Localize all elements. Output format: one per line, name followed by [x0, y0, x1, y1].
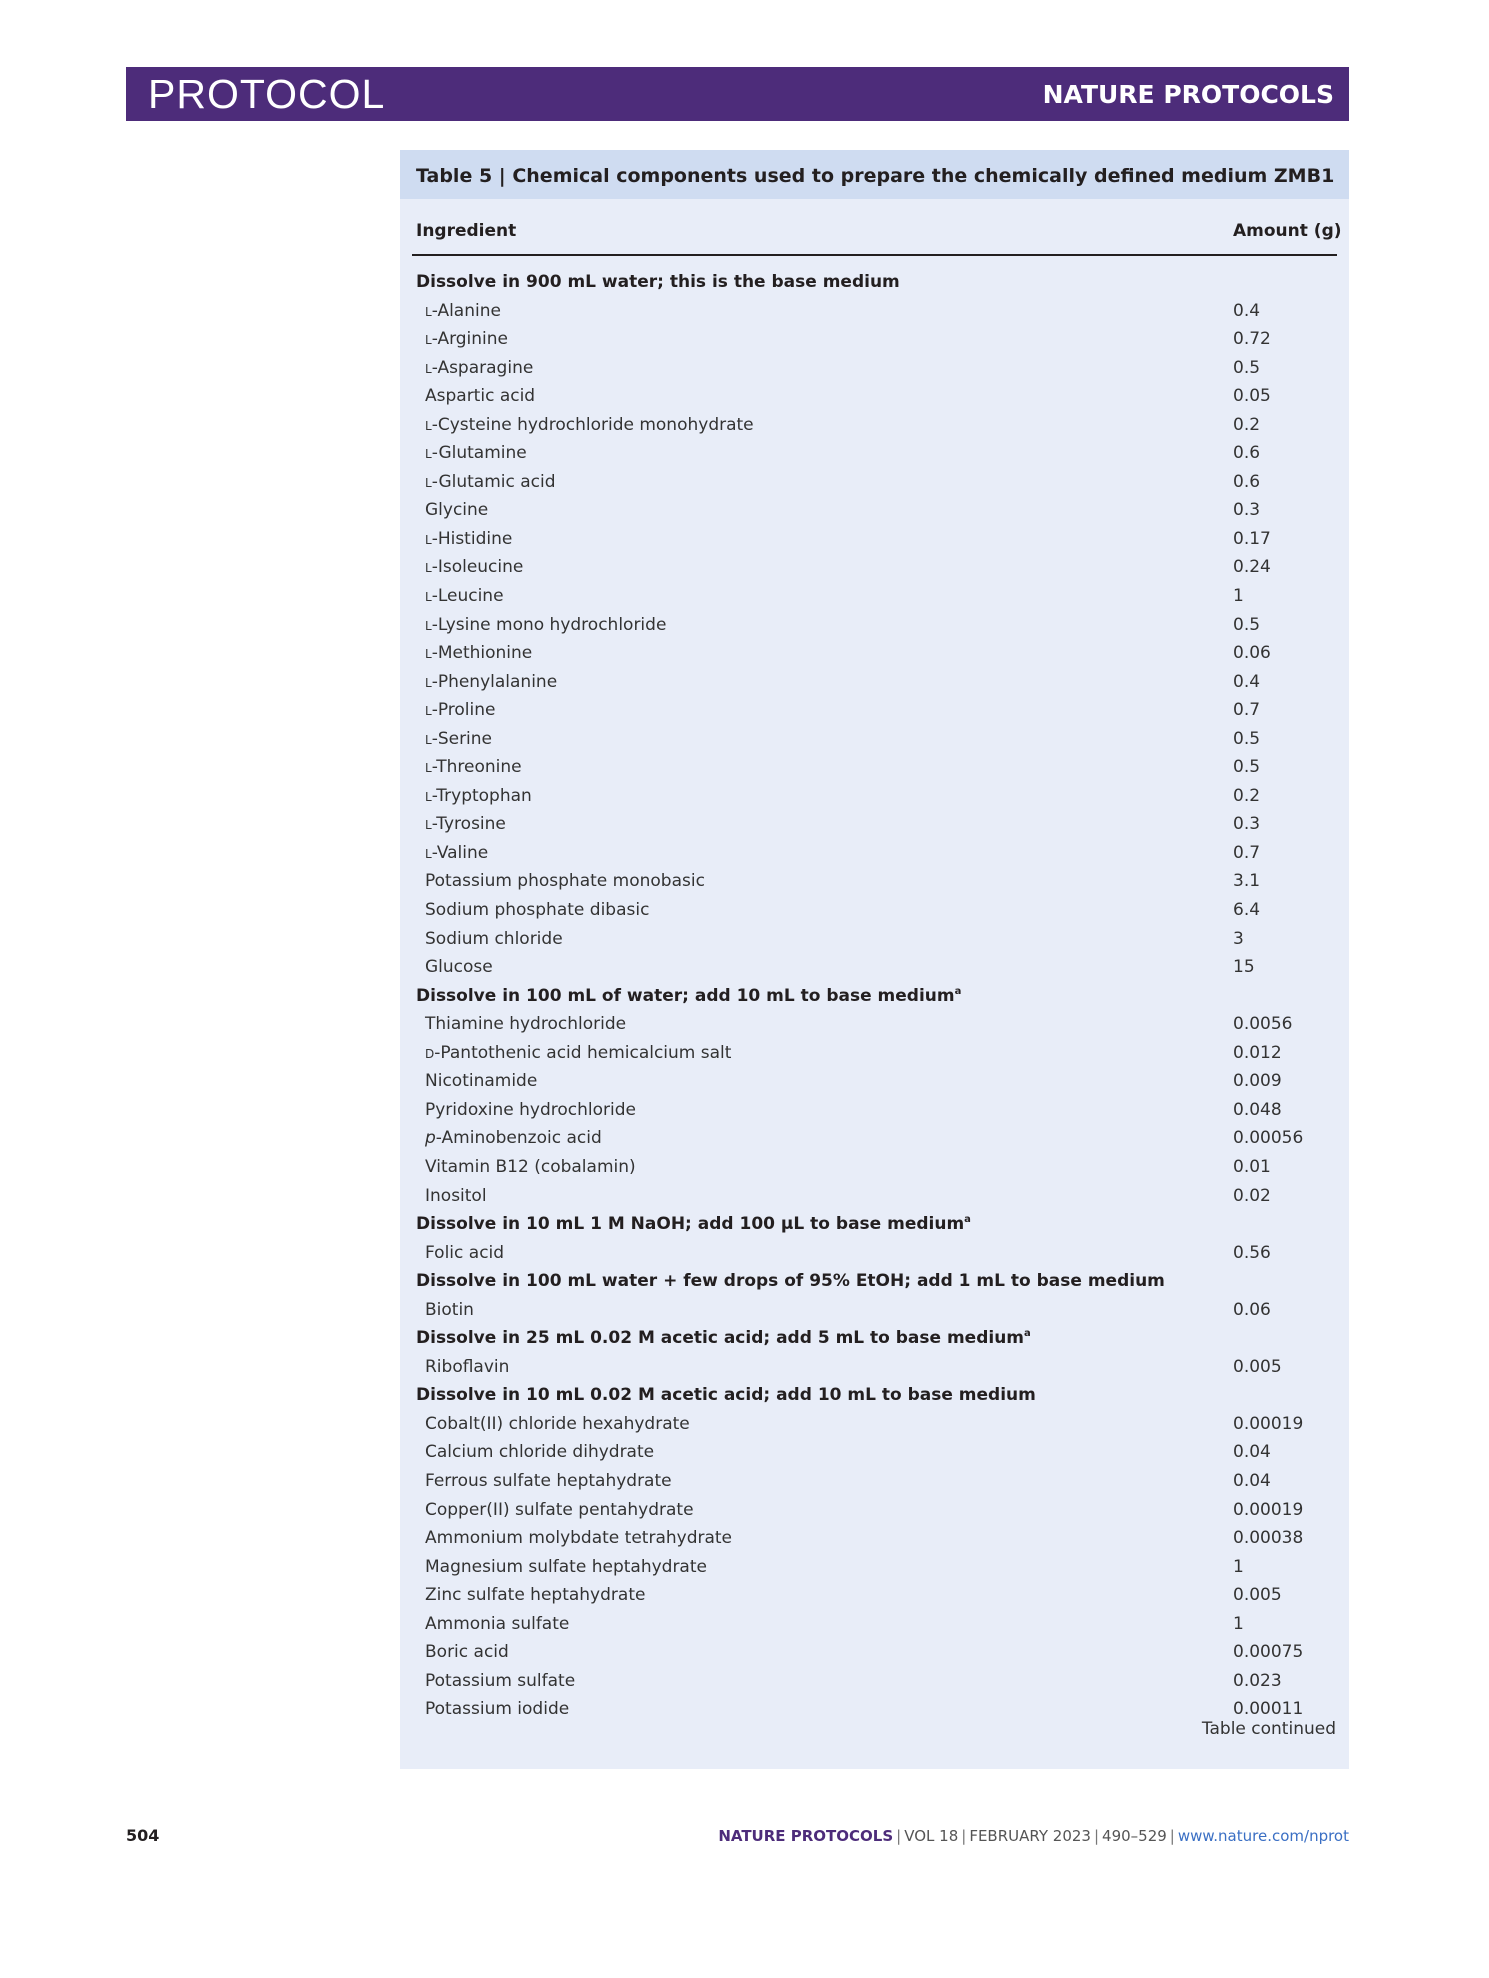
- amount-value: 0.56: [1233, 1242, 1271, 1263]
- amount-value: 0.009: [1233, 1071, 1282, 1092]
- amount-value: 0.2: [1233, 785, 1261, 806]
- amount-value: 0.7: [1233, 842, 1261, 863]
- stereo-prefix: L: [425, 475, 432, 490]
- amount-value: 0.005: [1233, 1585, 1282, 1606]
- name-text: Copper(II) sulfate pentahydrate: [425, 1499, 694, 1520]
- amount-value: 1: [1233, 586, 1244, 607]
- ingredient-name: [425, 1067, 537, 1096]
- name-text: Dissolve in 10 mL 0.02 M acetic acid; add 10 mL to base medium: [416, 1385, 1036, 1406]
- ingredient-name: [425, 382, 535, 411]
- amount-value: 0.005: [1233, 1356, 1282, 1377]
- table-row: [400, 1067, 1349, 1096]
- stereo-prefix: L: [425, 789, 432, 804]
- name-text: Folic acid: [425, 1242, 505, 1263]
- table-row: [400, 1553, 1349, 1582]
- name-text: Dissolve in 100 mL of water; add 10 mL to base medium: [416, 985, 955, 1006]
- amount-value: 0.5: [1233, 728, 1261, 749]
- amount-value: 0.4: [1233, 671, 1261, 692]
- name-text: -Pantothenic acid hemicalcium salt: [434, 1042, 732, 1063]
- page-number: 504: [126, 1826, 160, 1845]
- stereo-prefix: L: [425, 846, 432, 861]
- ingredient-name: [425, 1039, 731, 1069]
- table-row: [400, 1353, 1349, 1382]
- ingredient-name: [425, 1182, 487, 1211]
- ingredient-name: [425, 611, 666, 641]
- amount-value: 0.6: [1233, 471, 1261, 492]
- amount-value: 0.06: [1233, 643, 1271, 664]
- name-text: -Tryptophan: [431, 785, 532, 806]
- name-text: Ferrous sulfate heptahydrate: [425, 1470, 672, 1491]
- ingredient-name: [425, 810, 506, 840]
- stereo-prefix: L: [425, 761, 432, 776]
- table-panel: [400, 150, 1349, 1769]
- name-text: Aspartic acid: [425, 386, 536, 407]
- amount-value: 0.00019: [1233, 1413, 1304, 1434]
- amount-value: 0.012: [1233, 1042, 1282, 1063]
- name-text: Cobalt(II) chloride hexahydrate: [425, 1413, 690, 1434]
- table-row: [400, 925, 1349, 954]
- table-row: [400, 325, 1349, 354]
- amount-value: 0.3: [1233, 814, 1261, 835]
- column-header-ingredient: Ingredient: [416, 221, 517, 241]
- journal-label: NATURE PROTOCOLS: [1042, 80, 1334, 109]
- name-text: Sodium phosphate dibasic: [425, 900, 650, 921]
- table-row: [400, 382, 1349, 411]
- ingredient-name: [425, 925, 563, 954]
- name-text: Dissolve in 10 mL 1 M NaOH; add 100 µL to base medium: [416, 1214, 965, 1235]
- name-text: -Asparagine: [431, 357, 534, 378]
- ingredient-name: [425, 782, 532, 812]
- name-text: -Histidine: [431, 528, 513, 549]
- ingredient-name: [425, 1695, 569, 1724]
- stereo-prefix: L: [425, 304, 432, 319]
- ingredient-name: [425, 468, 556, 498]
- ingredient-name: [425, 411, 754, 441]
- name-text: Potassium phosphate monobasic: [425, 871, 705, 892]
- amount-value: 0.6: [1233, 443, 1261, 464]
- table-row: [400, 1610, 1349, 1639]
- amount-value: 0.17: [1233, 528, 1271, 549]
- amount-value: 15: [1233, 957, 1255, 978]
- ingredient-name: [425, 1467, 672, 1496]
- table-row: [400, 611, 1349, 640]
- ingredient-name: [425, 1581, 645, 1610]
- footer-journal: NATURE PROTOCOLS: [718, 1827, 894, 1845]
- section-heading: [416, 982, 961, 1011]
- name-text: Glucose: [425, 957, 493, 978]
- table-row: [400, 896, 1349, 925]
- section-heading: [416, 1267, 1165, 1296]
- ingredient-name: [425, 325, 508, 355]
- table-row: [400, 782, 1349, 811]
- footnote-marker: a: [954, 985, 962, 997]
- amount-value: 0.00019: [1233, 1499, 1304, 1520]
- table-row: [400, 468, 1349, 497]
- table-row: [400, 839, 1349, 868]
- table-row: [400, 553, 1349, 582]
- amount-value: 0.3: [1233, 500, 1261, 521]
- name-text: -Alanine: [431, 300, 501, 321]
- stereo-prefix: L: [425, 647, 432, 662]
- amount-value: 0.05: [1233, 386, 1271, 407]
- amount-value: 0.7: [1233, 700, 1261, 721]
- name-text: -Cysteine hydrochloride monohydrate: [431, 414, 754, 435]
- ingredient-name: [425, 1667, 575, 1696]
- amount-value: 0.02: [1233, 1185, 1271, 1206]
- ingredient-name: [425, 1239, 504, 1268]
- table-row: [400, 1096, 1349, 1125]
- section-row: [400, 1324, 1349, 1353]
- running-header: [126, 67, 1349, 121]
- table-row: [400, 725, 1349, 754]
- name-text: -Leucine: [431, 586, 504, 607]
- name-text: -Isoleucine: [431, 557, 524, 578]
- table-row: [400, 411, 1349, 440]
- ingredient-name: [425, 1153, 636, 1182]
- stereo-prefix: L: [425, 361, 432, 376]
- amount-value: 0.00056: [1233, 1128, 1304, 1149]
- section-heading: [416, 1381, 1036, 1410]
- table-row: [400, 953, 1349, 982]
- name-text: -Valine: [431, 842, 489, 863]
- table-row: [400, 1467, 1349, 1496]
- table-title: Table 5 | Chemical components used to prepare the chemically defined medium ZMB1: [416, 165, 1335, 187]
- ingredient-name: [425, 725, 492, 755]
- name-text: Pyridoxine hydrochloride: [425, 1099, 636, 1120]
- stereo-prefix: L: [425, 447, 432, 462]
- footnote-marker: a: [1024, 1328, 1031, 1340]
- name-text: Dissolve in 900 mL water; this is the base medium: [416, 272, 900, 292]
- table-row: [400, 867, 1349, 896]
- amount-value: 0.0056: [1233, 1014, 1293, 1035]
- amount-value: 0.00011: [1233, 1699, 1304, 1720]
- footer-date: FEBRUARY 2023: [969, 1827, 1091, 1845]
- amount-value: 6.4: [1233, 900, 1261, 921]
- name-text: Magnesium sulfate heptahydrate: [425, 1556, 707, 1577]
- table-row: [400, 1124, 1349, 1153]
- ingredient-name: [425, 354, 533, 384]
- section-row: [400, 1381, 1349, 1410]
- name-text: Dissolve in 100 mL water + few drops of 95% EtOH; add 1 mL to base medium: [416, 1271, 1165, 1292]
- section-heading: [416, 268, 900, 297]
- amount-value: 0.01: [1233, 1156, 1271, 1177]
- section-row: [400, 268, 1349, 297]
- amount-value: 0.4: [1233, 300, 1261, 321]
- footnote-marker: a: [964, 1214, 971, 1226]
- table-row: [400, 1667, 1349, 1696]
- footer-url[interactable]: www.nature.com/nprot: [1177, 1827, 1349, 1845]
- amount-value: 1: [1233, 1613, 1244, 1634]
- name-text: Potassium iodide: [425, 1699, 570, 1720]
- ingredient-name: [425, 896, 649, 925]
- stereo-prefix: L: [425, 618, 432, 633]
- table-row: [400, 1182, 1349, 1211]
- name-text: -Glutamine: [431, 443, 527, 464]
- table-row: [400, 696, 1349, 725]
- amount-value: 3.1: [1233, 871, 1261, 892]
- name-text: -Tyrosine: [431, 814, 506, 835]
- footer-pages: 490–529: [1102, 1827, 1167, 1845]
- table-row: [400, 753, 1349, 782]
- stereo-prefix: L: [425, 561, 432, 576]
- footer-volume: VOL 18: [904, 1827, 959, 1845]
- table-row: [400, 1638, 1349, 1667]
- table-row: [400, 1153, 1349, 1182]
- table-body: [400, 268, 1349, 1724]
- amount-value: 0.24: [1233, 557, 1271, 578]
- ingredient-name: [425, 1096, 636, 1125]
- table-row: [400, 1239, 1349, 1268]
- table-row: [400, 1438, 1349, 1467]
- table-continued-note: Table continued: [1201, 1719, 1336, 1739]
- table-row: [400, 1010, 1349, 1039]
- name-text: -Arginine: [431, 329, 509, 350]
- amount-value: 0.023: [1233, 1670, 1282, 1691]
- amount-value: 0.5: [1233, 614, 1261, 635]
- section-heading: [416, 1210, 971, 1239]
- table-row: [400, 639, 1349, 668]
- table-row: [400, 1039, 1349, 1068]
- name-text: -Phenylalanine: [431, 671, 558, 692]
- footer-citation: NATURE PROTOCOLS | VOL 18 | FEBRUARY 2023 | 490–529 | www.nature.com/nprot: [718, 1827, 1349, 1845]
- ingredient-name: [425, 1010, 626, 1039]
- ingredient-name: [425, 1496, 694, 1525]
- stereo-prefix: L: [425, 418, 432, 433]
- name-text: -Threonine: [431, 757, 522, 778]
- ingredient-name: [425, 1638, 509, 1667]
- ingredient-name: [425, 496, 488, 525]
- amount-value: 0.00038: [1233, 1528, 1304, 1549]
- table-row: [400, 1496, 1349, 1525]
- section-row: [400, 1210, 1349, 1239]
- stereo-prefix: L: [425, 590, 432, 605]
- stereo-prefix: L: [425, 532, 432, 547]
- amount-value: 0.2: [1233, 414, 1261, 435]
- table-row: [400, 1524, 1349, 1553]
- table-row: [400, 439, 1349, 468]
- table-title-bar: [400, 150, 1349, 199]
- ingredient-name: [425, 1296, 474, 1325]
- stereo-prefix: L: [425, 818, 432, 833]
- name-text: Glycine: [425, 500, 489, 521]
- name-text: Dissolve in 25 mL 0.02 M acetic acid; add 5 mL to base medium: [416, 1328, 1025, 1349]
- amount-value: 0.048: [1233, 1099, 1282, 1120]
- ingredient-name: [425, 525, 512, 555]
- section-row: [400, 982, 1349, 1011]
- ingredient-name: [425, 696, 495, 726]
- ingredient-name: [425, 297, 501, 327]
- name-text: Biotin: [425, 1299, 474, 1320]
- table-row: [400, 582, 1349, 611]
- ingredient-name: [425, 1353, 509, 1382]
- name-text: -Glutamic acid: [431, 471, 556, 492]
- section-row: [400, 1267, 1349, 1296]
- ingredient-name: [425, 1610, 569, 1639]
- ingredient-name: [425, 753, 522, 783]
- table-row: [400, 1581, 1349, 1610]
- ingredient-name: [425, 1410, 690, 1439]
- table-row: [400, 525, 1349, 554]
- amount-value: 0.04: [1233, 1470, 1271, 1491]
- name-text: Potassium sulfate: [425, 1670, 576, 1691]
- ingredient-name: [425, 1124, 602, 1153]
- stereo-prefix: L: [425, 333, 432, 348]
- ingredient-name: [425, 1524, 732, 1553]
- table-row: [400, 1410, 1349, 1439]
- amount-value: 0.04: [1233, 1442, 1271, 1463]
- header-divider: [412, 254, 1337, 256]
- ingredient-name: [425, 668, 557, 698]
- stereo-prefix: L: [425, 732, 432, 747]
- ingredient-name: [425, 439, 527, 469]
- amount-value: 0.72: [1233, 329, 1271, 350]
- table-row: [400, 668, 1349, 697]
- ingredient-name: [425, 553, 523, 583]
- amount-value: 3: [1233, 928, 1244, 949]
- name-text: Ammonium molybdate tetrahydrate: [425, 1528, 733, 1549]
- ingredient-name: [425, 582, 504, 612]
- stereo-prefix: D: [425, 1046, 435, 1061]
- table-row: [400, 1296, 1349, 1325]
- name-text: Calcium chloride dihydrate: [425, 1442, 655, 1463]
- name-text: Vitamin B12 (cobalamin): [425, 1156, 636, 1177]
- ingredient-name: [425, 867, 705, 896]
- amount-value: 1: [1233, 1556, 1244, 1577]
- ingredient-name: [425, 1438, 654, 1467]
- name-text: -Lysine mono hydrochloride: [431, 614, 667, 635]
- ingredient-name: [425, 639, 532, 669]
- section-label: PROTOCOL: [148, 71, 386, 117]
- name-text: Nicotinamide: [425, 1071, 538, 1092]
- name-text: Riboflavin: [425, 1356, 510, 1377]
- name-text: Inositol: [425, 1185, 487, 1206]
- name-text: Thiamine hydrochloride: [425, 1014, 627, 1035]
- amount-value: 0.00075: [1233, 1642, 1304, 1663]
- ingredient-name: [425, 1553, 707, 1582]
- name-text: Ammonia sulfate: [425, 1613, 570, 1634]
- stereo-prefix: L: [425, 675, 432, 690]
- ingredient-name: [425, 839, 488, 869]
- table-row: [400, 354, 1349, 383]
- italic-prefix: p: [425, 1128, 436, 1149]
- name-text: -Serine: [431, 728, 493, 749]
- name-text: -Aminobenzoic acid: [435, 1128, 602, 1149]
- table-row: [400, 297, 1349, 326]
- table-row: [400, 810, 1349, 839]
- column-header-amount: Amount (g): [1233, 221, 1342, 241]
- name-text: Sodium chloride: [425, 928, 563, 949]
- amount-value: 0.06: [1233, 1299, 1271, 1320]
- name-text: -Methionine: [431, 643, 533, 664]
- ingredient-name: [425, 953, 493, 982]
- name-text: Zinc sulfate heptahydrate: [425, 1585, 646, 1606]
- name-text: Boric acid: [425, 1642, 509, 1663]
- stereo-prefix: L: [425, 704, 432, 719]
- amount-value: 0.5: [1233, 757, 1261, 778]
- table-row: [400, 496, 1349, 525]
- section-heading: [416, 1324, 1031, 1353]
- amount-value: 0.5: [1233, 357, 1261, 378]
- name-text: -Proline: [431, 700, 496, 721]
